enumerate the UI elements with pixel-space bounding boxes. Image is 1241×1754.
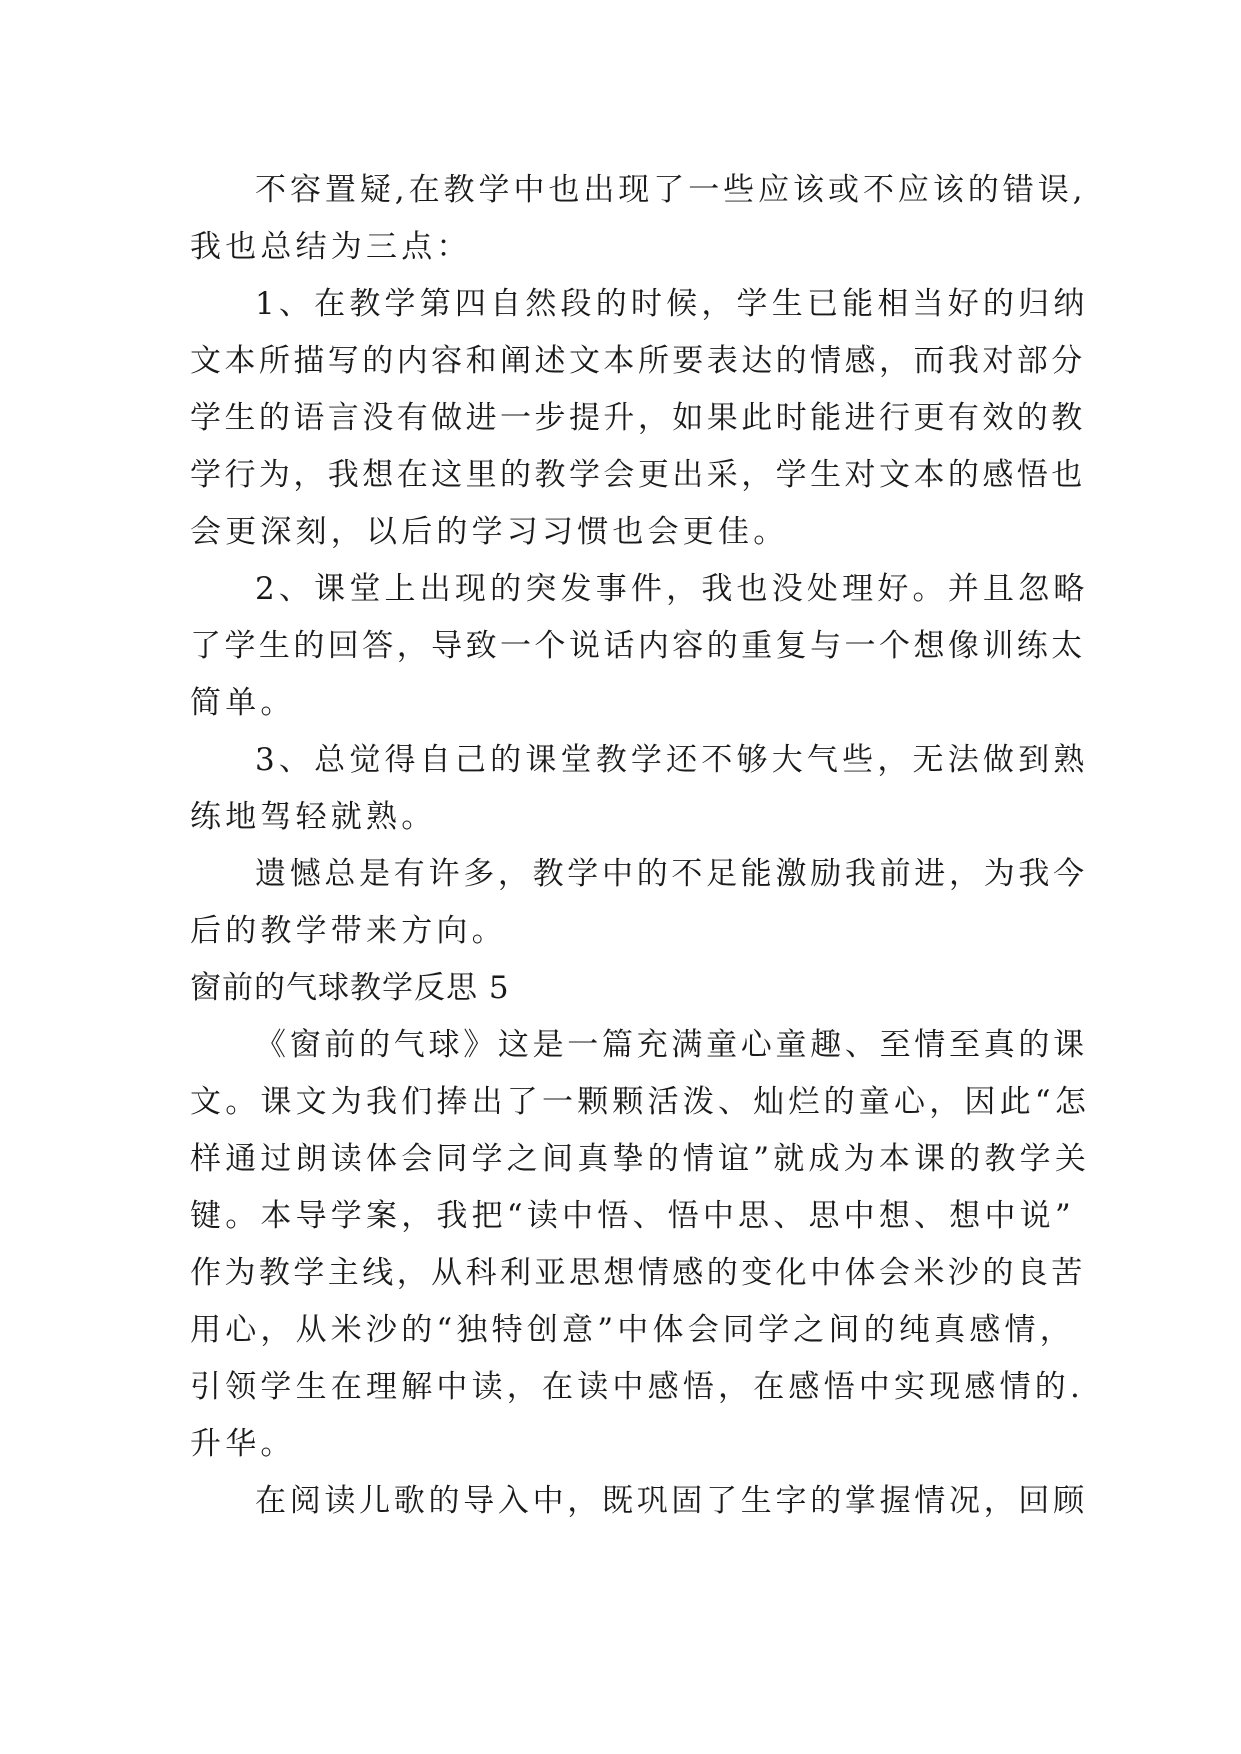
paragraph-line: 遗憾总是有许多，教学中的不足能激励我前进，为我今	[255, 856, 1088, 892]
paragraph-line: 我也总结为三点：	[190, 229, 472, 265]
paragraph-line: 练地驾轻就熟。	[190, 799, 437, 835]
paragraph-line: 1、在教学第四自然段的时候，学生已能相当好的归纳	[255, 286, 1089, 322]
paragraph-line: 学生的语言没有做进一步提升，如果此时能进行更有效的教	[190, 400, 1086, 436]
paragraph-line: 后的教学带来方向。	[190, 913, 507, 949]
paragraph-line: 样通过朗读体会同学之间真挚的情谊”就成为本课的教学关	[190, 1141, 1091, 1177]
paragraph-line: 文本所描写的内容和阐述文本所要表达的情感，而我对部分	[190, 343, 1086, 379]
paragraph-line: 在阅读儿歌的导入中，既巩固了生字的掌握情况，回顾	[255, 1483, 1088, 1519]
paragraph-line: 《窗前的气球》这是一篇充满童心童趣、至情至真的课	[255, 1027, 1088, 1063]
paragraph-line: 3、总觉得自己的课堂教学还不够大气些，无法做到熟	[255, 742, 1089, 778]
paragraph-line: 升华。	[190, 1426, 296, 1462]
paragraph-line: 用心，从米沙的“独特创意”中体会同学之间的纯真感情，	[190, 1312, 1075, 1348]
paragraph-line: 2、课堂上出现的突发事件，我也没处理好。并且忽略	[255, 571, 1089, 607]
paragraph-line: 了学生的回答，导致一个说话内容的重复与一个想像训练太	[190, 628, 1086, 664]
paragraph-line: 作为教学主线，从科利亚思想情感的变化中体会米沙的良苦	[190, 1255, 1086, 1291]
paragraph-line: 引领学生在理解中读，在读中感悟，在感悟中实现感情的.	[190, 1369, 1085, 1405]
section-heading: 窗前的气球教学反思 5	[190, 970, 510, 1006]
paragraph-line: 简单。	[190, 685, 296, 721]
paragraph-line: 学行为，我想在这里的教学会更出采，学生对文本的感悟也	[190, 457, 1086, 493]
paragraph-line: 不容置疑,在教学中也出现了一些应该或不应该的错误,	[255, 172, 1087, 208]
paragraph-line: 键。本导学案，我把“读中悟、悟中思、思中想、想中说”	[190, 1198, 1075, 1234]
paragraph-line: 会更深刻，以后的学习习惯也会更佳。	[190, 514, 789, 550]
paragraph-line: 文。课文为我们捧出了一颗颗活泼、灿烂的童心，因此“怎	[190, 1084, 1091, 1120]
